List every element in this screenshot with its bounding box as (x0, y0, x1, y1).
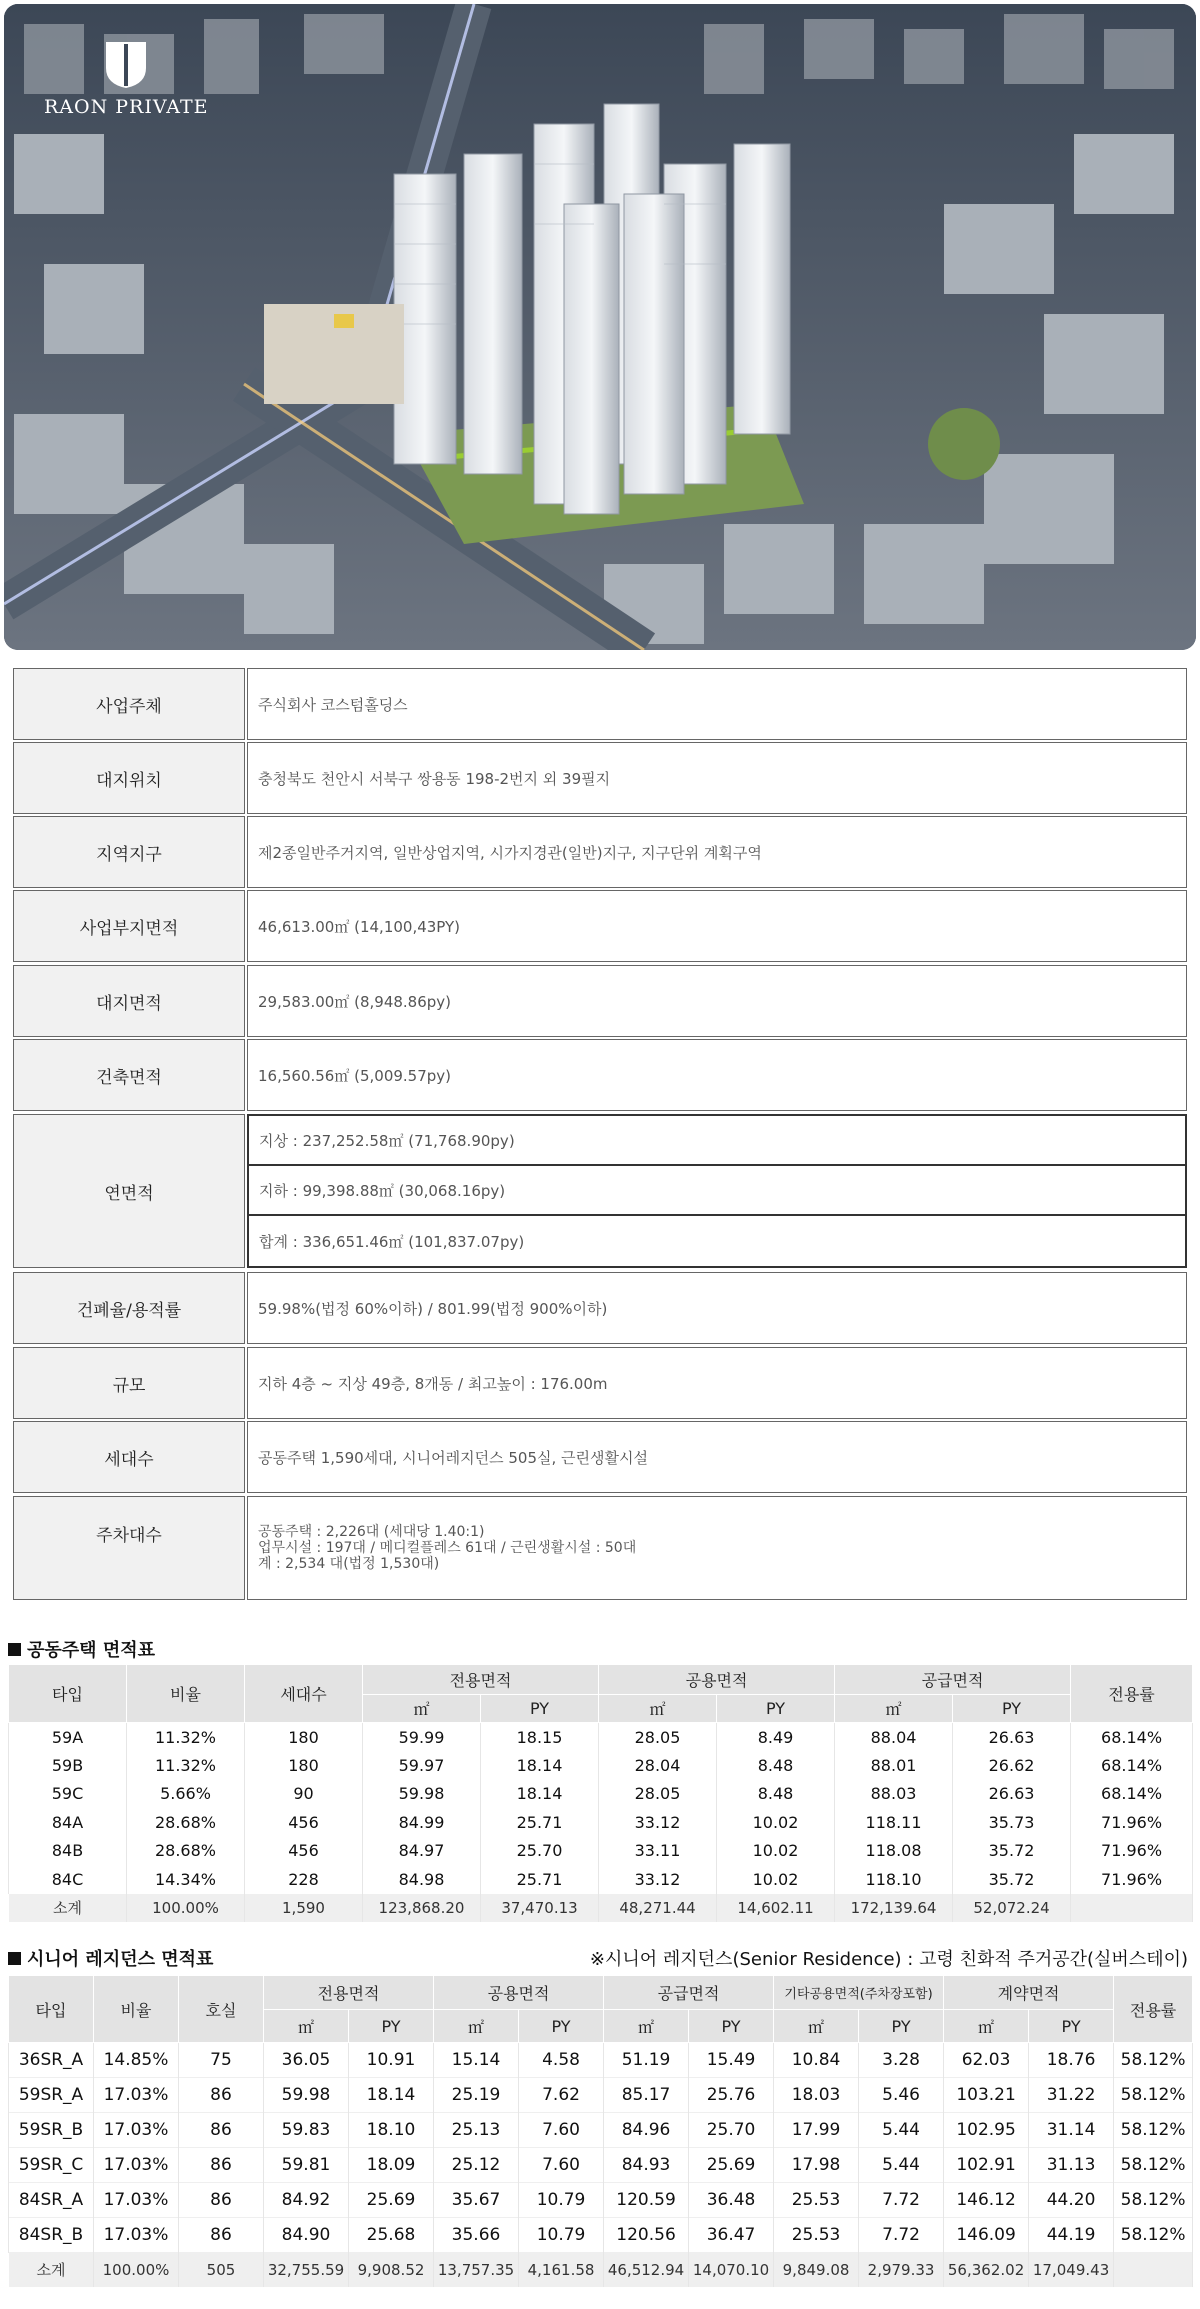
table-cell: 35.67 (434, 2183, 519, 2218)
col-type: 타입 (9, 1976, 94, 2043)
gross-above: 지상 : 237,252.58㎡ (71,768.90py) (247, 1114, 1187, 1166)
col-py: PY (859, 2010, 944, 2043)
table-cell: 51.19 (604, 2043, 689, 2078)
table-cell: 11.32% (127, 1751, 245, 1780)
table-cell: 84SR_B (9, 2218, 94, 2253)
table-cell: 25.68 (349, 2218, 434, 2253)
table-cell: 35.66 (434, 2218, 519, 2253)
table-cell: 10.02 (717, 1808, 835, 1837)
info-label: 대지위치 (13, 742, 245, 814)
table-cell: 90 (245, 1780, 363, 1809)
info-value: 제2종일반주거지역, 일반상업지역, 시가지경관(일반)지구, 지구단위 계획구역 (247, 816, 1187, 888)
table-cell: 15.49 (689, 2043, 774, 2078)
info-label: 지역지구 (13, 816, 245, 888)
table-cell: 25.71 (481, 1808, 599, 1837)
table-cell: 25.69 (349, 2183, 434, 2218)
senior-section-title (8, 1945, 213, 1971)
table-cell: 44.19 (1029, 2218, 1114, 2253)
parking-line: 공동주택 : 2,226대 (세대당 1.40:1) (258, 1524, 485, 1540)
table-cell: 59.97 (363, 1751, 481, 1780)
table-cell: 14.34% (127, 1865, 245, 1894)
table-cell: 33.11 (599, 1837, 717, 1866)
table-cell: 100.00% (127, 1894, 245, 1922)
table-cell: 8.49 (717, 1723, 835, 1752)
table-cell: 62.03 (944, 2043, 1029, 2078)
table-cell: 17.03% (94, 2148, 179, 2183)
table-cell: 10.84 (774, 2043, 859, 2078)
table-cell: 456 (245, 1837, 363, 1866)
col-m2: ㎡ (944, 2010, 1029, 2043)
table-cell: 25.53 (774, 2183, 859, 2218)
table-cell (1071, 1894, 1193, 1922)
col-exclusive: 전용면적 (264, 1976, 434, 2010)
parking-row (13, 1496, 1187, 1600)
table-cell: 31.13 (1029, 2148, 1114, 2183)
table-cell: 31.22 (1029, 2078, 1114, 2113)
table-cell: 84A (9, 1808, 127, 1837)
table-cell: 59C (9, 1780, 127, 1809)
table-cell: 59.81 (264, 2148, 349, 2183)
table-cell: 28.05 (599, 1780, 717, 1809)
info-value: 59.98%(법정 60%이하) / 801.99(법정 900%이하) (247, 1272, 1187, 1344)
senior-area-table (8, 1975, 1193, 2287)
col-rate: 전용률 (1071, 1665, 1193, 1723)
table-cell: 8.48 (717, 1751, 835, 1780)
info-label: 사업부지면적 (13, 890, 245, 962)
col-contract: 계약면적 (944, 1976, 1114, 2010)
table-cell: 10.02 (717, 1837, 835, 1866)
table-cell: 456 (245, 1808, 363, 1837)
table-total-row (9, 1894, 1193, 1922)
table-cell: 146.09 (944, 2218, 1029, 2253)
brand-name: RAON PRIVATE (44, 96, 209, 118)
col-m2: ㎡ (363, 1695, 481, 1723)
table-cell: 3.28 (859, 2043, 944, 2078)
senior-table-body (9, 2043, 1193, 2287)
table-cell: 35.73 (953, 1808, 1071, 1837)
table-cell: 26.63 (953, 1780, 1071, 1809)
parking-value (247, 1496, 1187, 1600)
table-cell: 18.09 (349, 2148, 434, 2183)
table-cell: 7.62 (519, 2078, 604, 2113)
col-py: PY (717, 1695, 835, 1723)
col-supply: 공급면적 (835, 1665, 1071, 1695)
info-label: 건축면적 (13, 1039, 245, 1111)
table-cell: 25.70 (689, 2113, 774, 2148)
brand-logo (44, 40, 209, 118)
table-cell: 58.12% (1114, 2043, 1193, 2078)
table-cell: 35.72 (953, 1837, 1071, 1866)
table-cell: 59.83 (264, 2113, 349, 2148)
table-row (9, 1751, 1193, 1780)
info-value: 주식회사 코스텀홀딩스 (247, 668, 1187, 740)
table-cell: 14,602.11 (717, 1894, 835, 1922)
col-ratio: 비율 (127, 1665, 245, 1723)
table-cell: 172,139.64 (835, 1894, 953, 1922)
info-value: 16,560.56㎡ (5,009.57py) (247, 1039, 1187, 1111)
table-cell: 2,979.33 (859, 2253, 944, 2287)
table-cell: 86 (179, 2218, 264, 2253)
col-m2: ㎡ (434, 2010, 519, 2043)
table-cell: 17.03% (94, 2078, 179, 2113)
apt-area-table (8, 1664, 1193, 1922)
col-m2: ㎡ (774, 2010, 859, 2043)
table-row (9, 1808, 1193, 1837)
info-value: 지하 4층 ~ 지상 49층, 8개동 / 최고높이 : 176.00m (247, 1347, 1187, 1419)
table-cell: 4.58 (519, 2043, 604, 2078)
info-row (13, 890, 1187, 962)
info-label: 대지면적 (13, 965, 245, 1037)
info-value: 46,613.00㎡ (14,100,43PY) (247, 890, 1187, 962)
table-cell: 228 (245, 1865, 363, 1894)
table-cell: 28.68% (127, 1837, 245, 1866)
table-cell: 84.90 (264, 2218, 349, 2253)
table-cell: 28.68% (127, 1808, 245, 1837)
table-row (9, 2043, 1193, 2078)
table-cell: 7.60 (519, 2113, 604, 2148)
table-cell: 36.05 (264, 2043, 349, 2078)
table-cell: 18.14 (481, 1751, 599, 1780)
table-cell: 14,070.10 (689, 2253, 774, 2287)
table-cell: 118.10 (835, 1865, 953, 1894)
table-cell: 11.32% (127, 1723, 245, 1752)
table-cell: 25.12 (434, 2148, 519, 2183)
table-row (9, 1780, 1193, 1809)
col-common: 공용면적 (434, 1976, 604, 2010)
table-cell: 84.93 (604, 2148, 689, 2183)
table-cell: 120.56 (604, 2218, 689, 2253)
table-cell: 36.48 (689, 2183, 774, 2218)
table-cell: 84.92 (264, 2183, 349, 2218)
table-cell: 8.48 (717, 1780, 835, 1809)
col-exclusive: 전용면적 (363, 1665, 599, 1695)
table-cell: 25.13 (434, 2113, 519, 2148)
square-bullet-icon (8, 1643, 21, 1656)
section-title-text: 공동주택 면적표 (27, 1640, 155, 1661)
col-rate: 전용률 (1114, 1976, 1193, 2043)
col-py: PY (481, 1695, 599, 1723)
table-cell: 25.70 (481, 1837, 599, 1866)
table-cell: 86 (179, 2078, 264, 2113)
table-cell: 37,470.13 (481, 1894, 599, 1922)
table-cell: 44.20 (1029, 2183, 1114, 2218)
table-cell: 17,049.43 (1029, 2253, 1114, 2287)
table-cell: 68.14% (1071, 1723, 1193, 1752)
table-cell: 71.96% (1071, 1837, 1193, 1866)
col-supply: 공급면적 (604, 1976, 774, 2010)
info-row (13, 965, 1187, 1037)
table-cell: 84.99 (363, 1808, 481, 1837)
info-value: 29,583.00㎡ (8,948.86py) (247, 965, 1187, 1037)
table-cell: 18.10 (349, 2113, 434, 2148)
table-row (9, 2113, 1193, 2148)
table-total-row (9, 2253, 1193, 2287)
table-cell: 26.63 (953, 1723, 1071, 1752)
table-cell: 36SR_A (9, 2043, 94, 2078)
table-cell: 71.96% (1071, 1865, 1193, 1894)
col-m2: ㎡ (599, 1695, 717, 1723)
col-type: 타입 (9, 1665, 127, 1723)
apt-section-title (8, 1636, 155, 1662)
table-cell: 7.72 (859, 2183, 944, 2218)
table-cell: 59.99 (363, 1723, 481, 1752)
table-cell: 25.19 (434, 2078, 519, 2113)
table-cell: 71.96% (1071, 1808, 1193, 1837)
table-cell: 48,271.44 (599, 1894, 717, 1922)
info-value: 충청북도 천안시 서북구 쌍용동 198-2번지 외 39필지 (247, 742, 1187, 814)
table-cell: 5.44 (859, 2113, 944, 2148)
table-cell: 103.21 (944, 2078, 1029, 2113)
info-row (13, 816, 1187, 888)
table-cell: 86 (179, 2148, 264, 2183)
table-cell: 26.62 (953, 1751, 1071, 1780)
table-cell: 17.03% (94, 2183, 179, 2218)
table-cell: 118.11 (835, 1808, 953, 1837)
table-cell: 84SR_A (9, 2183, 94, 2218)
table-cell: 85.17 (604, 2078, 689, 2113)
table-cell: 1,590 (245, 1894, 363, 1922)
table-cell: 146.12 (944, 2183, 1029, 2218)
table-cell: 7.72 (859, 2218, 944, 2253)
table-cell: 58.12% (1114, 2183, 1193, 2218)
table-cell: 18.03 (774, 2078, 859, 2113)
table-cell: 59B (9, 1751, 127, 1780)
info-label: 연면적 (13, 1114, 245, 1268)
table-cell: 10.91 (349, 2043, 434, 2078)
table-cell: 88.04 (835, 1723, 953, 1752)
table-cell: 59SR_B (9, 2113, 94, 2148)
table-row (9, 2078, 1193, 2113)
table-cell: 25.53 (774, 2218, 859, 2253)
table-cell: 59SR_A (9, 2078, 94, 2113)
table-cell: 52,072.24 (953, 1894, 1071, 1922)
table-cell: 5.66% (127, 1780, 245, 1809)
table-cell: 102.91 (944, 2148, 1029, 2183)
parking-line: 계 : 2,534 대(법정 1,530대) (258, 1556, 440, 1572)
info-row (13, 1039, 1187, 1111)
table-cell: 36.47 (689, 2218, 774, 2253)
table-cell: 14.85% (94, 2043, 179, 2078)
table-cell: 75 (179, 2043, 264, 2078)
table-cell: 59.98 (264, 2078, 349, 2113)
table-cell: 123,868.20 (363, 1894, 481, 1922)
table-cell (1114, 2253, 1193, 2287)
table-cell: 33.12 (599, 1865, 717, 1894)
col-ratio: 비율 (94, 1976, 179, 2043)
col-units: 세대수 (245, 1665, 363, 1723)
table-cell: 17.03% (94, 2113, 179, 2148)
table-cell: 7.60 (519, 2148, 604, 2183)
info-row (13, 1347, 1187, 1419)
table-row (9, 1837, 1193, 1866)
info-label: 규모 (13, 1347, 245, 1419)
table-cell: 118.08 (835, 1837, 953, 1866)
col-py: PY (953, 1695, 1071, 1723)
table-cell: 180 (245, 1751, 363, 1780)
table-cell: 17.03% (94, 2218, 179, 2253)
table-cell: 58.12% (1114, 2113, 1193, 2148)
table-cell: 28.05 (599, 1723, 717, 1752)
shield-logo-icon (104, 40, 148, 90)
hero-rendering (4, 4, 1196, 650)
table-row (9, 1723, 1193, 1752)
info-row (13, 1272, 1187, 1344)
table-cell: 33.12 (599, 1808, 717, 1837)
table-cell: 31.14 (1029, 2113, 1114, 2148)
table-cell: 180 (245, 1723, 363, 1752)
col-py: PY (349, 2010, 434, 2043)
info-label: 건폐율/용적률 (13, 1272, 245, 1344)
table-cell: 58.12% (1114, 2078, 1193, 2113)
table-cell: 10.79 (519, 2183, 604, 2218)
gross-total: 합계 : 336,651.46㎡ (101,837.07py) (247, 1214, 1187, 1268)
table-cell: 102.95 (944, 2113, 1029, 2148)
col-py: PY (689, 2010, 774, 2043)
table-cell: 86 (179, 2183, 264, 2218)
table-cell: 소계 (9, 1894, 127, 1922)
table-cell: 10.02 (717, 1865, 835, 1894)
table-cell: 소계 (9, 2253, 94, 2287)
info-row (13, 668, 1187, 740)
table-cell: 88.01 (835, 1751, 953, 1780)
table-cell: 17.99 (774, 2113, 859, 2148)
gross-below: 지하 : 99,398.88㎡ (30,068.16py) (247, 1164, 1187, 1216)
table-cell: 68.14% (1071, 1751, 1193, 1780)
table-cell: 59.98 (363, 1780, 481, 1809)
table-cell: 84C (9, 1865, 127, 1894)
table-cell: 56,362.02 (944, 2253, 1029, 2287)
table-cell: 88.03 (835, 1780, 953, 1809)
table-row (9, 1865, 1193, 1894)
info-label: 주차대수 (13, 1496, 245, 1600)
square-bullet-icon (8, 1952, 21, 1965)
table-cell: 18.14 (349, 2078, 434, 2113)
table-cell: 25.69 (689, 2148, 774, 2183)
col-py: PY (1029, 2010, 1114, 2043)
table-cell: 46,512.94 (604, 2253, 689, 2287)
info-row (13, 742, 1187, 814)
section-title-text: 시니어 레지던스 면적표 (27, 1949, 214, 1970)
table-cell: 84.96 (604, 2113, 689, 2148)
table-cell: 28.04 (599, 1751, 717, 1780)
table-cell: 13,757.35 (434, 2253, 519, 2287)
col-common: 공용면적 (599, 1665, 835, 1695)
table-cell: 9,908.52 (349, 2253, 434, 2287)
table-cell: 15.14 (434, 2043, 519, 2078)
table-cell: 505 (179, 2253, 264, 2287)
table-cell: 18.14 (481, 1780, 599, 1809)
parking-line: 업무시설 : 197대 / 메디컬플레스 61대 / 근린생활시설 : 50대 (258, 1540, 637, 1556)
senior-note: ※시니어 레지던스(Senior Residence) : 고령 친화적 주거공간(실버스테이) (589, 1949, 1188, 1970)
table-cell: 59A (9, 1723, 127, 1752)
table-cell: 58.12% (1114, 2148, 1193, 2183)
table-cell: 59SR_C (9, 2148, 94, 2183)
table-cell: 25.71 (481, 1865, 599, 1894)
table-cell: 10.79 (519, 2218, 604, 2253)
col-m2: ㎡ (264, 2010, 349, 2043)
table-cell: 18.15 (481, 1723, 599, 1752)
table-cell: 84.98 (363, 1865, 481, 1894)
col-rooms: 호실 (179, 1976, 264, 2043)
col-other-common: 기타공용면적(주차장포함) (774, 1976, 944, 2010)
table-cell: 35.72 (953, 1865, 1071, 1894)
col-m2: ㎡ (604, 2010, 689, 2043)
gross-area-row (13, 1114, 1187, 1268)
table-cell: 25.76 (689, 2078, 774, 2113)
table-cell: 84.97 (363, 1837, 481, 1866)
table-cell: 9,849.08 (774, 2253, 859, 2287)
table-row (9, 2148, 1193, 2183)
table-row (9, 2218, 1193, 2253)
table-cell: 120.59 (604, 2183, 689, 2218)
col-py: PY (519, 2010, 604, 2043)
apt-table-body (9, 1723, 1193, 1922)
table-cell: 5.44 (859, 2148, 944, 2183)
info-label: 세대수 (13, 1421, 245, 1493)
table-cell: 58.12% (1114, 2218, 1193, 2253)
table-cell: 5.46 (859, 2078, 944, 2113)
info-row (13, 1421, 1187, 1493)
table-cell: 86 (179, 2113, 264, 2148)
table-cell: 17.98 (774, 2148, 859, 2183)
table-cell: 4,161.58 (519, 2253, 604, 2287)
table-row (9, 2183, 1193, 2218)
info-value: 공동주택 1,590세대, 시니어레지던스 505실, 근린생활시설 (247, 1421, 1187, 1493)
info-label: 사업주체 (13, 668, 245, 740)
table-cell: 84B (9, 1837, 127, 1866)
table-cell: 100.00% (94, 2253, 179, 2287)
table-cell: 68.14% (1071, 1780, 1193, 1809)
col-m2: ㎡ (835, 1695, 953, 1723)
table-cell: 32,755.59 (264, 2253, 349, 2287)
table-cell: 18.76 (1029, 2043, 1114, 2078)
